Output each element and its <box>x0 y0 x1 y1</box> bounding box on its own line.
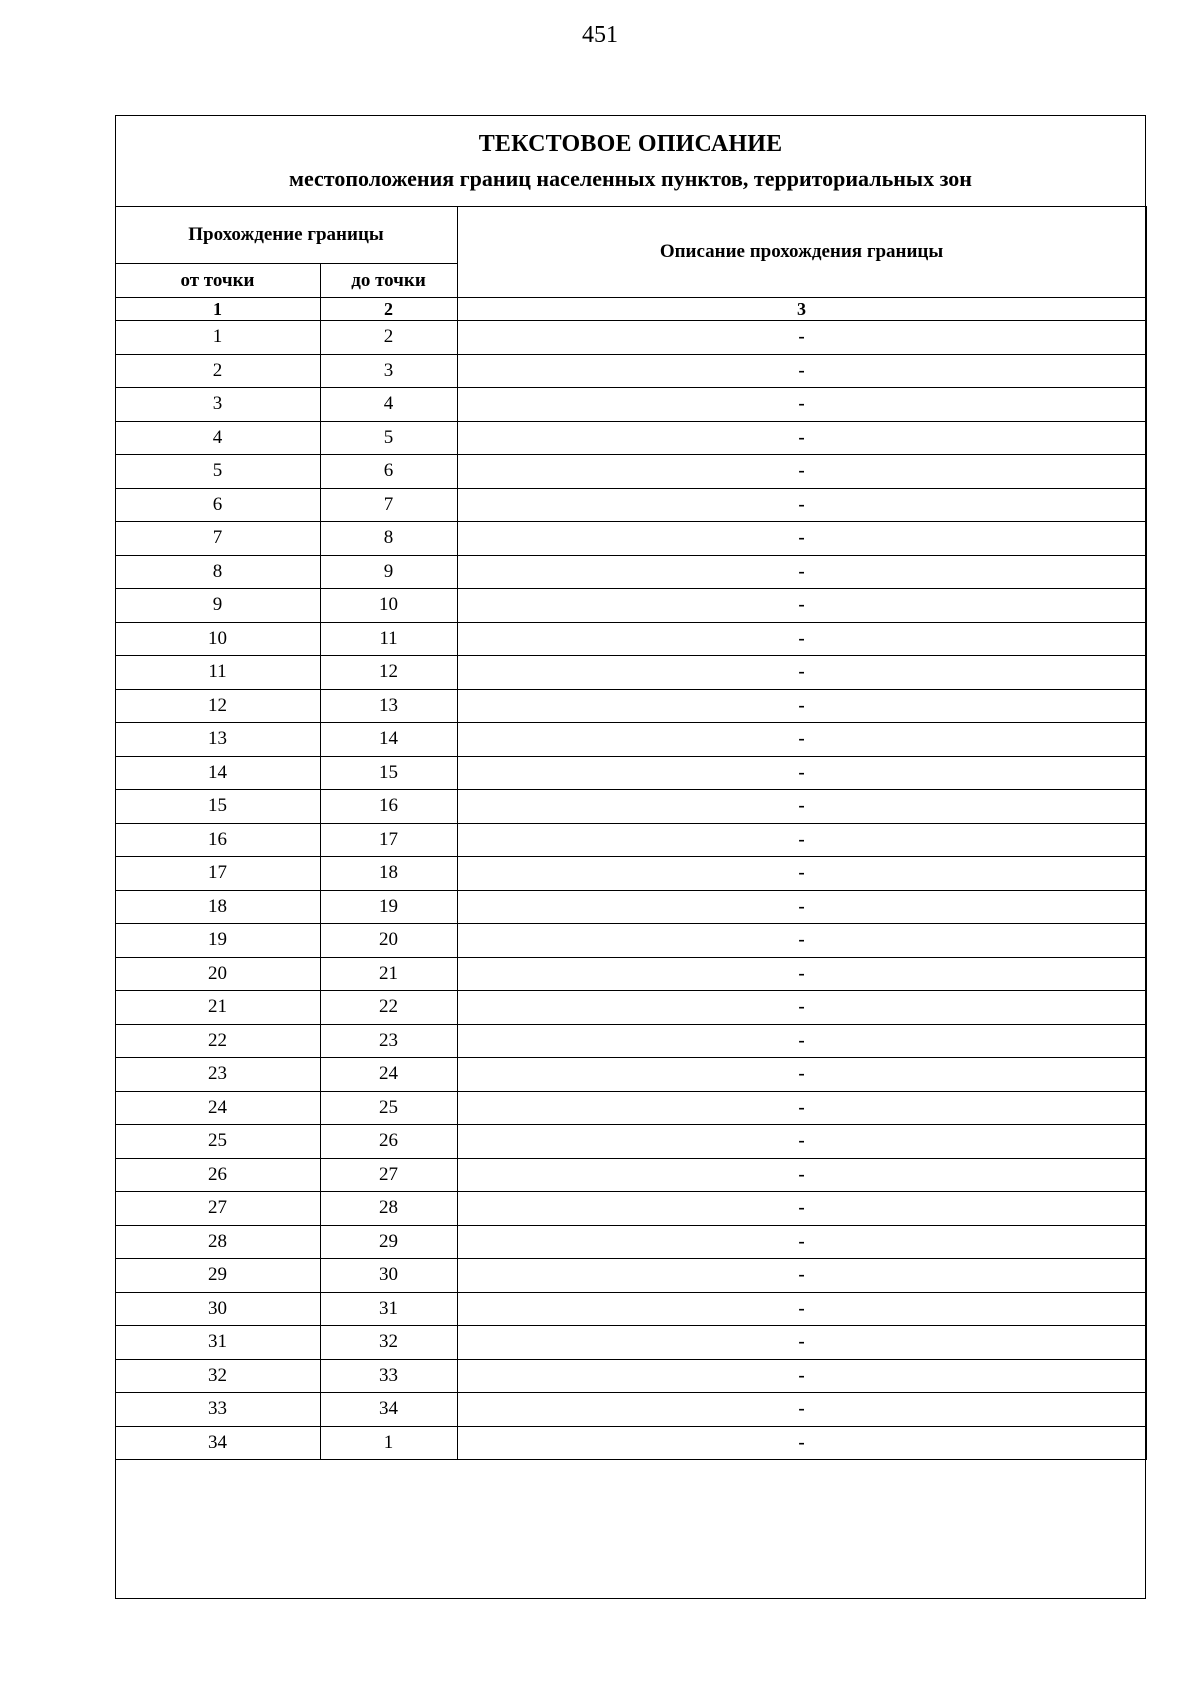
description-cell: - <box>457 756 1146 790</box>
description-cell: - <box>457 1359 1146 1393</box>
description-cell: - <box>457 1259 1146 1293</box>
to-point-cell: 2 <box>320 321 457 355</box>
description-cell: - <box>457 388 1146 422</box>
table-row <box>115 1024 1146 1058</box>
from-point-cell: 20 <box>115 957 320 991</box>
table-row <box>115 388 1146 422</box>
to-point-cell: 16 <box>320 790 457 824</box>
from-point-cell: 10 <box>115 622 320 656</box>
description-cell: - <box>457 823 1146 857</box>
table-row <box>115 1393 1146 1427</box>
to-point-cell: 23 <box>320 1024 457 1058</box>
table-row <box>115 924 1146 958</box>
from-point-cell: 31 <box>115 1326 320 1360</box>
description-cell: - <box>457 924 1146 958</box>
from-point-cell: 8 <box>115 555 320 589</box>
to-point-cell: 4 <box>320 388 457 422</box>
description-cell: - <box>457 555 1146 589</box>
title-block <box>116 116 1145 206</box>
description-cell: - <box>457 1326 1146 1360</box>
to-point-cell: 1 <box>320 1426 457 1460</box>
description-cell: - <box>457 1393 1146 1427</box>
table-row <box>115 823 1146 857</box>
table-row <box>115 455 1146 489</box>
description-cell: - <box>457 957 1146 991</box>
from-point-cell: 17 <box>115 857 320 891</box>
to-point-cell: 31 <box>320 1292 457 1326</box>
document-frame <box>115 115 1146 1599</box>
header-row-group <box>115 207 1146 264</box>
from-point-cell: 34 <box>115 1426 320 1460</box>
to-point-cell: 22 <box>320 991 457 1025</box>
from-point-cell: 28 <box>115 1225 320 1259</box>
table-row <box>115 1326 1146 1360</box>
to-point-cell: 5 <box>320 421 457 455</box>
description-cell: - <box>457 1292 1146 1326</box>
description-cell: - <box>457 1225 1146 1259</box>
description-cell: - <box>457 488 1146 522</box>
from-point-cell: 33 <box>115 1393 320 1427</box>
to-point-cell: 32 <box>320 1326 457 1360</box>
column-number-row <box>115 298 1146 321</box>
description-cell: - <box>457 857 1146 891</box>
from-point-cell: 12 <box>115 689 320 723</box>
from-point-cell: 23 <box>115 1058 320 1092</box>
table-row <box>115 1359 1146 1393</box>
table-row <box>115 656 1146 690</box>
from-point-cell: 7 <box>115 522 320 556</box>
from-point-cell: 14 <box>115 756 320 790</box>
table-row <box>115 790 1146 824</box>
table-row <box>115 589 1146 623</box>
from-point-cell: 3 <box>115 388 320 422</box>
table-row <box>115 890 1146 924</box>
description-cell: - <box>457 1091 1146 1125</box>
to-point-cell: 25 <box>320 1091 457 1125</box>
to-point-cell: 27 <box>320 1158 457 1192</box>
from-point-cell: 6 <box>115 488 320 522</box>
from-point-cell: 25 <box>115 1125 320 1159</box>
from-point-cell: 21 <box>115 991 320 1025</box>
table-row <box>115 1125 1146 1159</box>
to-point-cell: 24 <box>320 1058 457 1092</box>
column-number: 2 <box>320 298 457 321</box>
to-point-cell: 7 <box>320 488 457 522</box>
to-point-cell: 33 <box>320 1359 457 1393</box>
to-point-cell: 20 <box>320 924 457 958</box>
description-cell: - <box>457 622 1146 656</box>
description-cell: - <box>457 354 1146 388</box>
boundary-table <box>115 206 1147 1460</box>
from-point-cell: 2 <box>115 354 320 388</box>
column-number: 1 <box>115 298 320 321</box>
description-cell: - <box>457 1426 1146 1460</box>
table-row <box>115 1158 1146 1192</box>
to-point-cell: 14 <box>320 723 457 757</box>
to-point-cell: 19 <box>320 890 457 924</box>
document-subtitle: местоположения границ населенных пунктов, территориальных зон <box>289 166 972 191</box>
from-point-cell: 13 <box>115 723 320 757</box>
description-cell: - <box>457 723 1146 757</box>
from-point-cell: 11 <box>115 656 320 690</box>
from-point-cell: 4 <box>115 421 320 455</box>
description-cell: - <box>457 790 1146 824</box>
table-row <box>115 488 1146 522</box>
header-to-point: до точки <box>320 264 457 298</box>
description-cell: - <box>457 522 1146 556</box>
to-point-cell: 30 <box>320 1259 457 1293</box>
to-point-cell: 34 <box>320 1393 457 1427</box>
from-point-cell: 1 <box>115 321 320 355</box>
table-row <box>115 1091 1146 1125</box>
description-cell: - <box>457 421 1146 455</box>
to-point-cell: 29 <box>320 1225 457 1259</box>
from-point-cell: 26 <box>115 1158 320 1192</box>
to-point-cell: 21 <box>320 957 457 991</box>
to-point-cell: 6 <box>320 455 457 489</box>
from-point-cell: 18 <box>115 890 320 924</box>
table-row <box>115 1259 1146 1293</box>
from-point-cell: 29 <box>115 1259 320 1293</box>
description-cell: - <box>457 1058 1146 1092</box>
boundary-table-body <box>115 207 1146 1460</box>
document-title: ТЕКСТОВОЕ ОПИСАНИЕ <box>478 131 783 157</box>
table-row <box>115 321 1146 355</box>
from-point-cell: 24 <box>115 1091 320 1125</box>
table-row <box>115 1058 1146 1092</box>
description-cell: - <box>457 689 1146 723</box>
table-row <box>115 622 1146 656</box>
to-point-cell: 8 <box>320 522 457 556</box>
table-row <box>115 723 1146 757</box>
page-number: 451 <box>582 22 618 48</box>
to-point-cell: 12 <box>320 656 457 690</box>
from-point-cell: 15 <box>115 790 320 824</box>
table-row <box>115 1225 1146 1259</box>
table-row <box>115 522 1146 556</box>
description-cell: - <box>457 1024 1146 1058</box>
table-row <box>115 354 1146 388</box>
table-row <box>115 1426 1146 1460</box>
description-cell: - <box>457 656 1146 690</box>
header-from-point: от точки <box>115 264 320 298</box>
from-point-cell: 16 <box>115 823 320 857</box>
description-cell: - <box>457 991 1146 1025</box>
table-row <box>115 689 1146 723</box>
description-cell: - <box>457 1192 1146 1226</box>
to-point-cell: 26 <box>320 1125 457 1159</box>
table-row <box>115 957 1146 991</box>
to-point-cell: 10 <box>320 589 457 623</box>
table-row <box>115 756 1146 790</box>
description-cell: - <box>457 321 1146 355</box>
description-cell: - <box>457 1125 1146 1159</box>
table-row <box>115 1192 1146 1226</box>
to-point-cell: 13 <box>320 689 457 723</box>
table-row <box>115 991 1146 1025</box>
to-point-cell: 28 <box>320 1192 457 1226</box>
description-cell: - <box>457 1158 1146 1192</box>
table-row <box>115 857 1146 891</box>
header-boundary-passage: Прохождение границы <box>115 207 457 264</box>
from-point-cell: 22 <box>115 1024 320 1058</box>
to-point-cell: 17 <box>320 823 457 857</box>
to-point-cell: 3 <box>320 354 457 388</box>
description-cell: - <box>457 890 1146 924</box>
column-number: 3 <box>457 298 1146 321</box>
description-cell: - <box>457 455 1146 489</box>
to-point-cell: 18 <box>320 857 457 891</box>
to-point-cell: 9 <box>320 555 457 589</box>
from-point-cell: 9 <box>115 589 320 623</box>
description-cell: - <box>457 589 1146 623</box>
header-description: Описание прохождения границы <box>457 207 1146 298</box>
from-point-cell: 5 <box>115 455 320 489</box>
to-point-cell: 11 <box>320 622 457 656</box>
from-point-cell: 27 <box>115 1192 320 1226</box>
from-point-cell: 32 <box>115 1359 320 1393</box>
table-row <box>115 555 1146 589</box>
from-point-cell: 30 <box>115 1292 320 1326</box>
from-point-cell: 19 <box>115 924 320 958</box>
to-point-cell: 15 <box>320 756 457 790</box>
table-row <box>115 1292 1146 1326</box>
table-row <box>115 421 1146 455</box>
